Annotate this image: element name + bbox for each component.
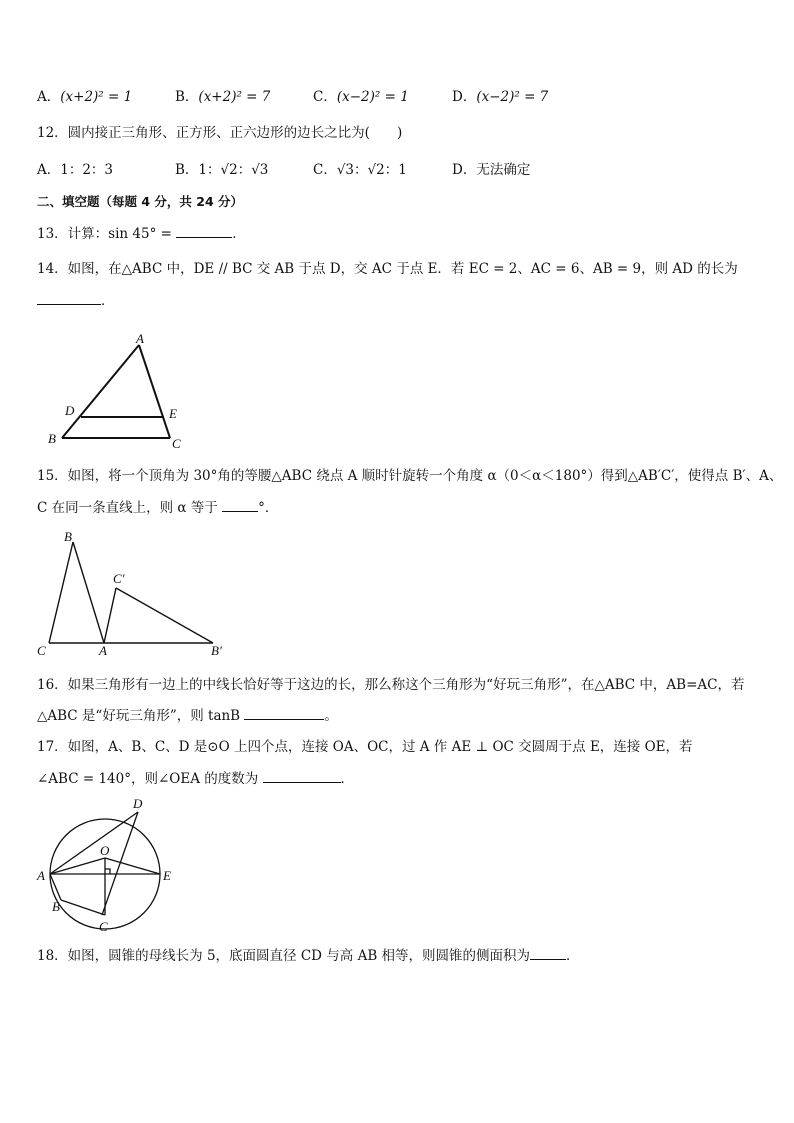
q17-line2: ∠ABC = 140°，则∠OEA 的度数为 ． (37, 768, 354, 789)
q14-label-b: B (48, 431, 56, 446)
q12-stem: 12．圆内接正三角形、正方形、正六边形的边长之比为( ) (37, 125, 403, 141)
q17-label-d: D (133, 796, 143, 811)
q14-label-e: E (169, 406, 177, 421)
q18: 18．如图，圆锥的母线长为 5，底面圆直径 CD 与高 AB 相等，则圆锥的侧面积为 ． (37, 945, 580, 966)
q16-line2-end: 。 (324, 708, 338, 724)
q17-label-a: A (37, 868, 45, 883)
q15-label-c: C (37, 643, 46, 658)
q15-figure (34, 528, 234, 658)
q15-line2-text: C 在同一条直线上，则 α 等于 (37, 500, 218, 516)
q12-option-a: A．1：2：3 (37, 162, 114, 178)
q14-answer-blank[interactable] (37, 290, 101, 305)
q16-answer-blank[interactable] (244, 705, 324, 720)
q14-label-a: A (136, 331, 144, 346)
q18-answer-blank[interactable] (530, 945, 566, 960)
q11-option-b: B．(x+2)² = 7 (175, 89, 271, 105)
q16-line2 (37, 705, 338, 726)
q17-line2-text: ∠ABC = 140°，则∠OEA 的度数为 (37, 771, 259, 787)
q17-label-c: C (99, 919, 108, 934)
q17-answer-blank[interactable] (263, 768, 341, 783)
q13: 13．计算：sin 45° = ． (37, 223, 246, 244)
q17-figure (34, 796, 184, 936)
q15-label-b-prime: B′ (211, 643, 222, 658)
q17-label-o: O (100, 843, 110, 858)
q12-option-d: D．无法确定 (452, 162, 531, 178)
q11-option-d: D．(x−2)² = 7 (452, 89, 549, 105)
q12-option-b: B．1：√2：√3 (175, 162, 269, 178)
q14-line2: ． (37, 290, 115, 311)
q16-line2-text: △ABC 是“好玩三角形”，则 tanB (37, 708, 241, 724)
q14-label-d: D (65, 403, 75, 418)
q14-stem: 14．如图，在△ABC 中，DE // BC 交 AB 于点 D，交 AC 于点 E．若 EC = 2、AC = 6、AB = 9，则 AD 的长为 (37, 261, 738, 277)
q14-figure (40, 330, 200, 455)
q15-stem: 15．如图，将一个顶角为 30°角的等腰△ABC 绕点 A 顺时针旋转一个角度 α（0＜α＜180°）得到△AB′C′，使得点 B′、A、 (37, 468, 783, 484)
q15-label-a: A (99, 643, 107, 658)
q15-line2-end: °． (258, 500, 279, 516)
q13-answer-blank[interactable] (176, 223, 232, 238)
q12-option-c: C．√3：√2：1 (313, 162, 407, 178)
q17-stem: 17．如图，A、B、C、D 是⊙O 上四个点，连接 OA、OC，过 A 作 AE ⊥ OC 交圆周于点 E，连接 OE，若 (37, 739, 693, 755)
q14-label-c: C (172, 436, 181, 451)
q18-text: 18．如图，圆锥的母线长为 5，底面圆直径 CD 与高 AB 相等，则圆锥的侧面积为 (37, 948, 531, 964)
section-heading: 二、填空题（每题 4 分，共 24 分） (37, 194, 244, 209)
q15-line2 (37, 497, 278, 518)
q11-option-c: C．(x−2)² = 1 (313, 89, 409, 105)
q15-label-c-prime: C′ (113, 571, 125, 586)
q11-option-a: A．(x+2)² = 1 (37, 89, 133, 105)
q16-stem: 16．如果三角形有一边上的中线长恰好等于这边的长，那么称这个三角形为“好玩三角形”，在△ABC 中，AB=AC，若 (37, 677, 745, 693)
q17-label-b: B (52, 899, 60, 914)
q17-label-e: E (163, 868, 171, 883)
q15-label-b: B (64, 529, 72, 544)
q13-text: 13．计算：sin 45° = (37, 226, 172, 242)
q15-answer-blank[interactable] (222, 497, 258, 512)
